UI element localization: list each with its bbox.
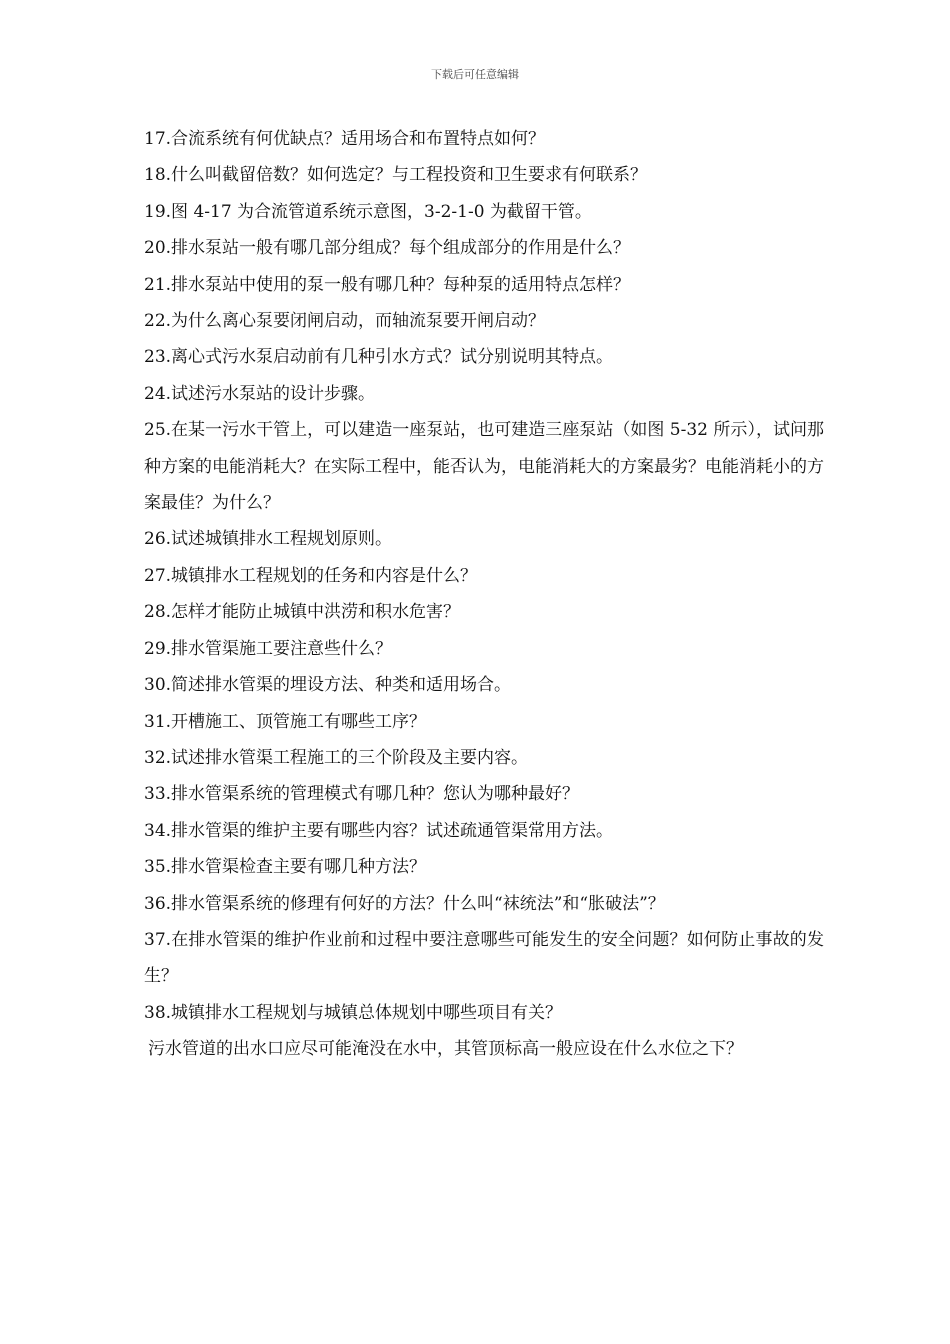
question-item: 20.排水泵站一般有哪几部分组成？每个组成部分的作用是什么？ (144, 238, 631, 259)
question-item: 31.开槽施工、顶管施工有哪些工序？ (144, 711, 427, 732)
question-item: 污水管道的出水口应尽可能淹没在水中，其管顶标高一般应设在什么水位之下？ (148, 1039, 743, 1060)
question-item: 30.简述排水管渠的埋设方法、种类和适用场合。 (144, 675, 512, 696)
page-header: 下载后可任意编辑 (431, 68, 519, 81)
question-list (144, 121, 824, 1068)
question-item: 23.离心式污水泵启动前有几种引水方式？试分别说明其特点。 (144, 347, 614, 368)
question-item: 22.为什么离心泵要闭闸启动，而轴流泵要开闸启动？ (144, 311, 546, 332)
question-item: 35.排水管渠检查主要有哪几种方法？ (144, 857, 427, 878)
question-item: 27.城镇排水工程规划的任务和内容是什么？ (144, 565, 478, 586)
question-item: 38.城镇排水工程规划与城镇总体规划中哪些项目有关？ (144, 1002, 563, 1023)
question-item: 17.合流系统有何优缺点？适用场合和布置特点如何？ (144, 129, 546, 149)
question-item: 33.排水管渠系统的管理模式有哪几种？您认为哪种最好？ (144, 784, 580, 805)
question-item: 36.排水管渠系统的修理有何好的方法？什么叫“袜统法”和“胀破法”？ (144, 893, 665, 914)
question-item: 25.在某一污水干管上，可以建造一座泵站，也可建造三座泵站（如图 5-32 所示），试问那种方案的电能消耗大？在实际工程中，能否认为，电能消耗大的方案最劣？电能消耗小的方案最佳？为什么？ (144, 420, 824, 514)
question-item: 28.怎样才能防止城镇中洪涝和积水危害？ (144, 602, 461, 623)
question-item: 37.在排水管渠的维护作业前和过程中要注意哪些可能发生的安全问题？如何防止事故的发生？ (144, 929, 824, 987)
question-item: 34.排水管渠的维护主要有哪些内容？试述疏通管渠常用方法。 (144, 820, 614, 841)
question-item: 18.什么叫截留倍数？如何选定？与工程投资和卫生要求有何联系？ (144, 165, 648, 186)
question-item: 26.试述城镇排水工程规划原则。 (144, 529, 393, 550)
question-item: 24.试述污水泵站的设计步骤。 (144, 383, 376, 404)
question-item: 19.图 4-17 为合流管道系统示意图，3-2-1-0 为截留干管。 (144, 201, 592, 222)
question-item: 29.排水管渠施工要注意些什么？ (144, 638, 393, 659)
question-item: 21.排水泵站中使用的泵一般有哪几种？每种泵的适用特点怎样？ (144, 274, 631, 295)
question-item: 32.试述排水管渠工程施工的三个阶段及主要内容。 (144, 747, 529, 768)
